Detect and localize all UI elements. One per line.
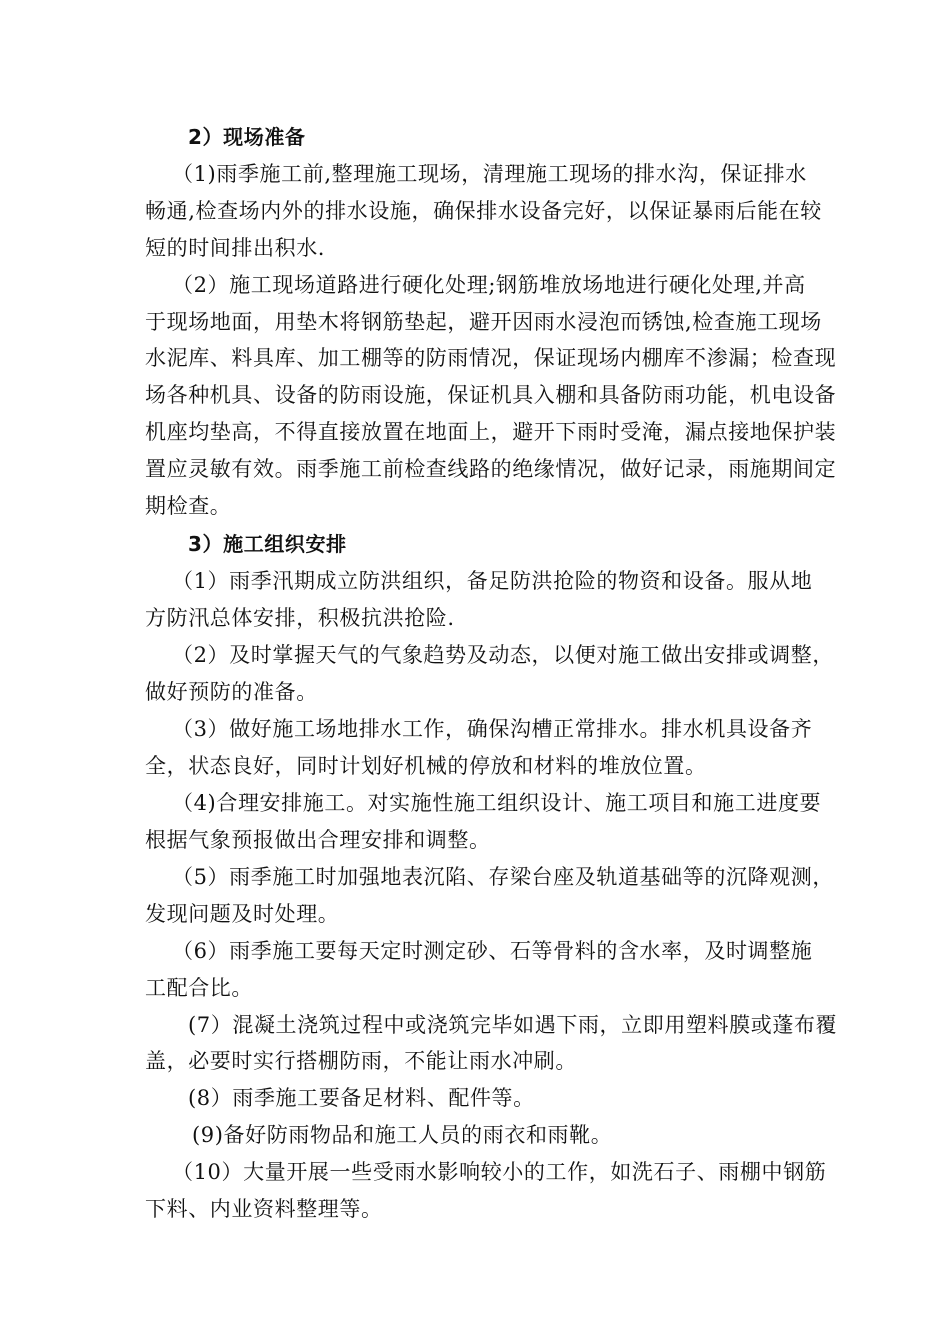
paragraph-line: 方防汛总体安排，积极抗洪抢险. [145, 606, 455, 630]
paragraph-line: 下料、内业资料整理等。 [145, 1197, 383, 1221]
paragraph-line: (9)备好防雨物品和施工人员的雨衣和雨靴。 [192, 1123, 613, 1147]
paragraph-line: 于现场地面，用垫木将钢筋垫起，避开因雨水浸泡而锈蚀,检查施工现场 [145, 310, 822, 334]
section-heading: 3）施工组织安排 [188, 532, 347, 556]
paragraph-line: 短的时间排出积水. [145, 236, 326, 260]
paragraph-line: (7）混凝土浇筑过程中或浇筑完毕如遇下雨，立即用塑料膜或蓬布覆 [188, 1013, 838, 1037]
paragraph-line: （10）大量开展一些受雨水影响较小的工作，如洗石子、雨棚中钢筋 [172, 1160, 827, 1184]
paragraph-line: （1）雨季汛期成立防洪组织，备足防洪抢险的物资和设备。服从地 [172, 569, 813, 593]
paragraph-line: 场各种机具、设备的防雨设施，保证机具入棚和具备防雨功能，机电设备 [145, 383, 837, 407]
paragraph-line: 做好预防的准备。 [145, 680, 318, 704]
paragraph-line: （6）雨季施工要每天定时测定砂、石等骨料的含水率，及时调整施 [172, 939, 813, 963]
paragraph-line: （2）及时掌握天气的气象趋势及动态，以便对施工做出安排或调整， [172, 643, 834, 667]
paragraph-line: 水泥库、料具库、加工棚等的防雨情况，保证现场内棚库不渗漏；检查现 [145, 346, 837, 370]
paragraph-line: 机座均垫高，不得直接放置在地面上，避开下雨时受淹，漏点接地保护装 [145, 420, 837, 444]
paragraph-line: （5）雨季施工时加强地表沉陷、存梁台座及轨道基础等的沉降观测， [172, 865, 834, 889]
paragraph-line: 发现问题及时处理。 [145, 902, 340, 926]
paragraph-line: 全，状态良好，同时计划好机械的停放和材料的堆放位置。 [145, 754, 707, 778]
paragraph-line: 工配合比。 [145, 976, 253, 1000]
paragraph-line: 畅通,检查场内外的排水设施，确保排水设备完好，以保证暴雨后能在较 [145, 199, 822, 223]
paragraph-line: 根据气象预报做出合理安排和调整。 [145, 828, 491, 852]
paragraph-line: (8）雨季施工要备足材料、配件等。 [188, 1086, 535, 1110]
paragraph-line: （2）施工现场道路进行硬化处理;钢筋堆放场地进行硬化处理,并高 [172, 273, 806, 297]
paragraph-line: （4)合理安排施工。对实施性施工组织设计、施工项目和施工进度要 [172, 791, 822, 815]
section-heading: 2）现场准备 [188, 125, 306, 149]
paragraph-line: 期检查。 [145, 494, 232, 518]
paragraph-line: （1)雨季施工前,整理施工现场，清理施工现场的排水沟，保证排水 [172, 162, 807, 186]
paragraph-line: 盖，必要时实行搭棚防雨，不能让雨水冲刷。 [145, 1049, 577, 1073]
paragraph-line: 置应灵敏有效。雨季施工前检查线路的绝缘情况，做好记录，雨施期间定 [145, 457, 837, 481]
paragraph-line: （3）做好施工场地排水工作，确保沟槽正常排水。排水机具设备齐 [172, 717, 813, 741]
